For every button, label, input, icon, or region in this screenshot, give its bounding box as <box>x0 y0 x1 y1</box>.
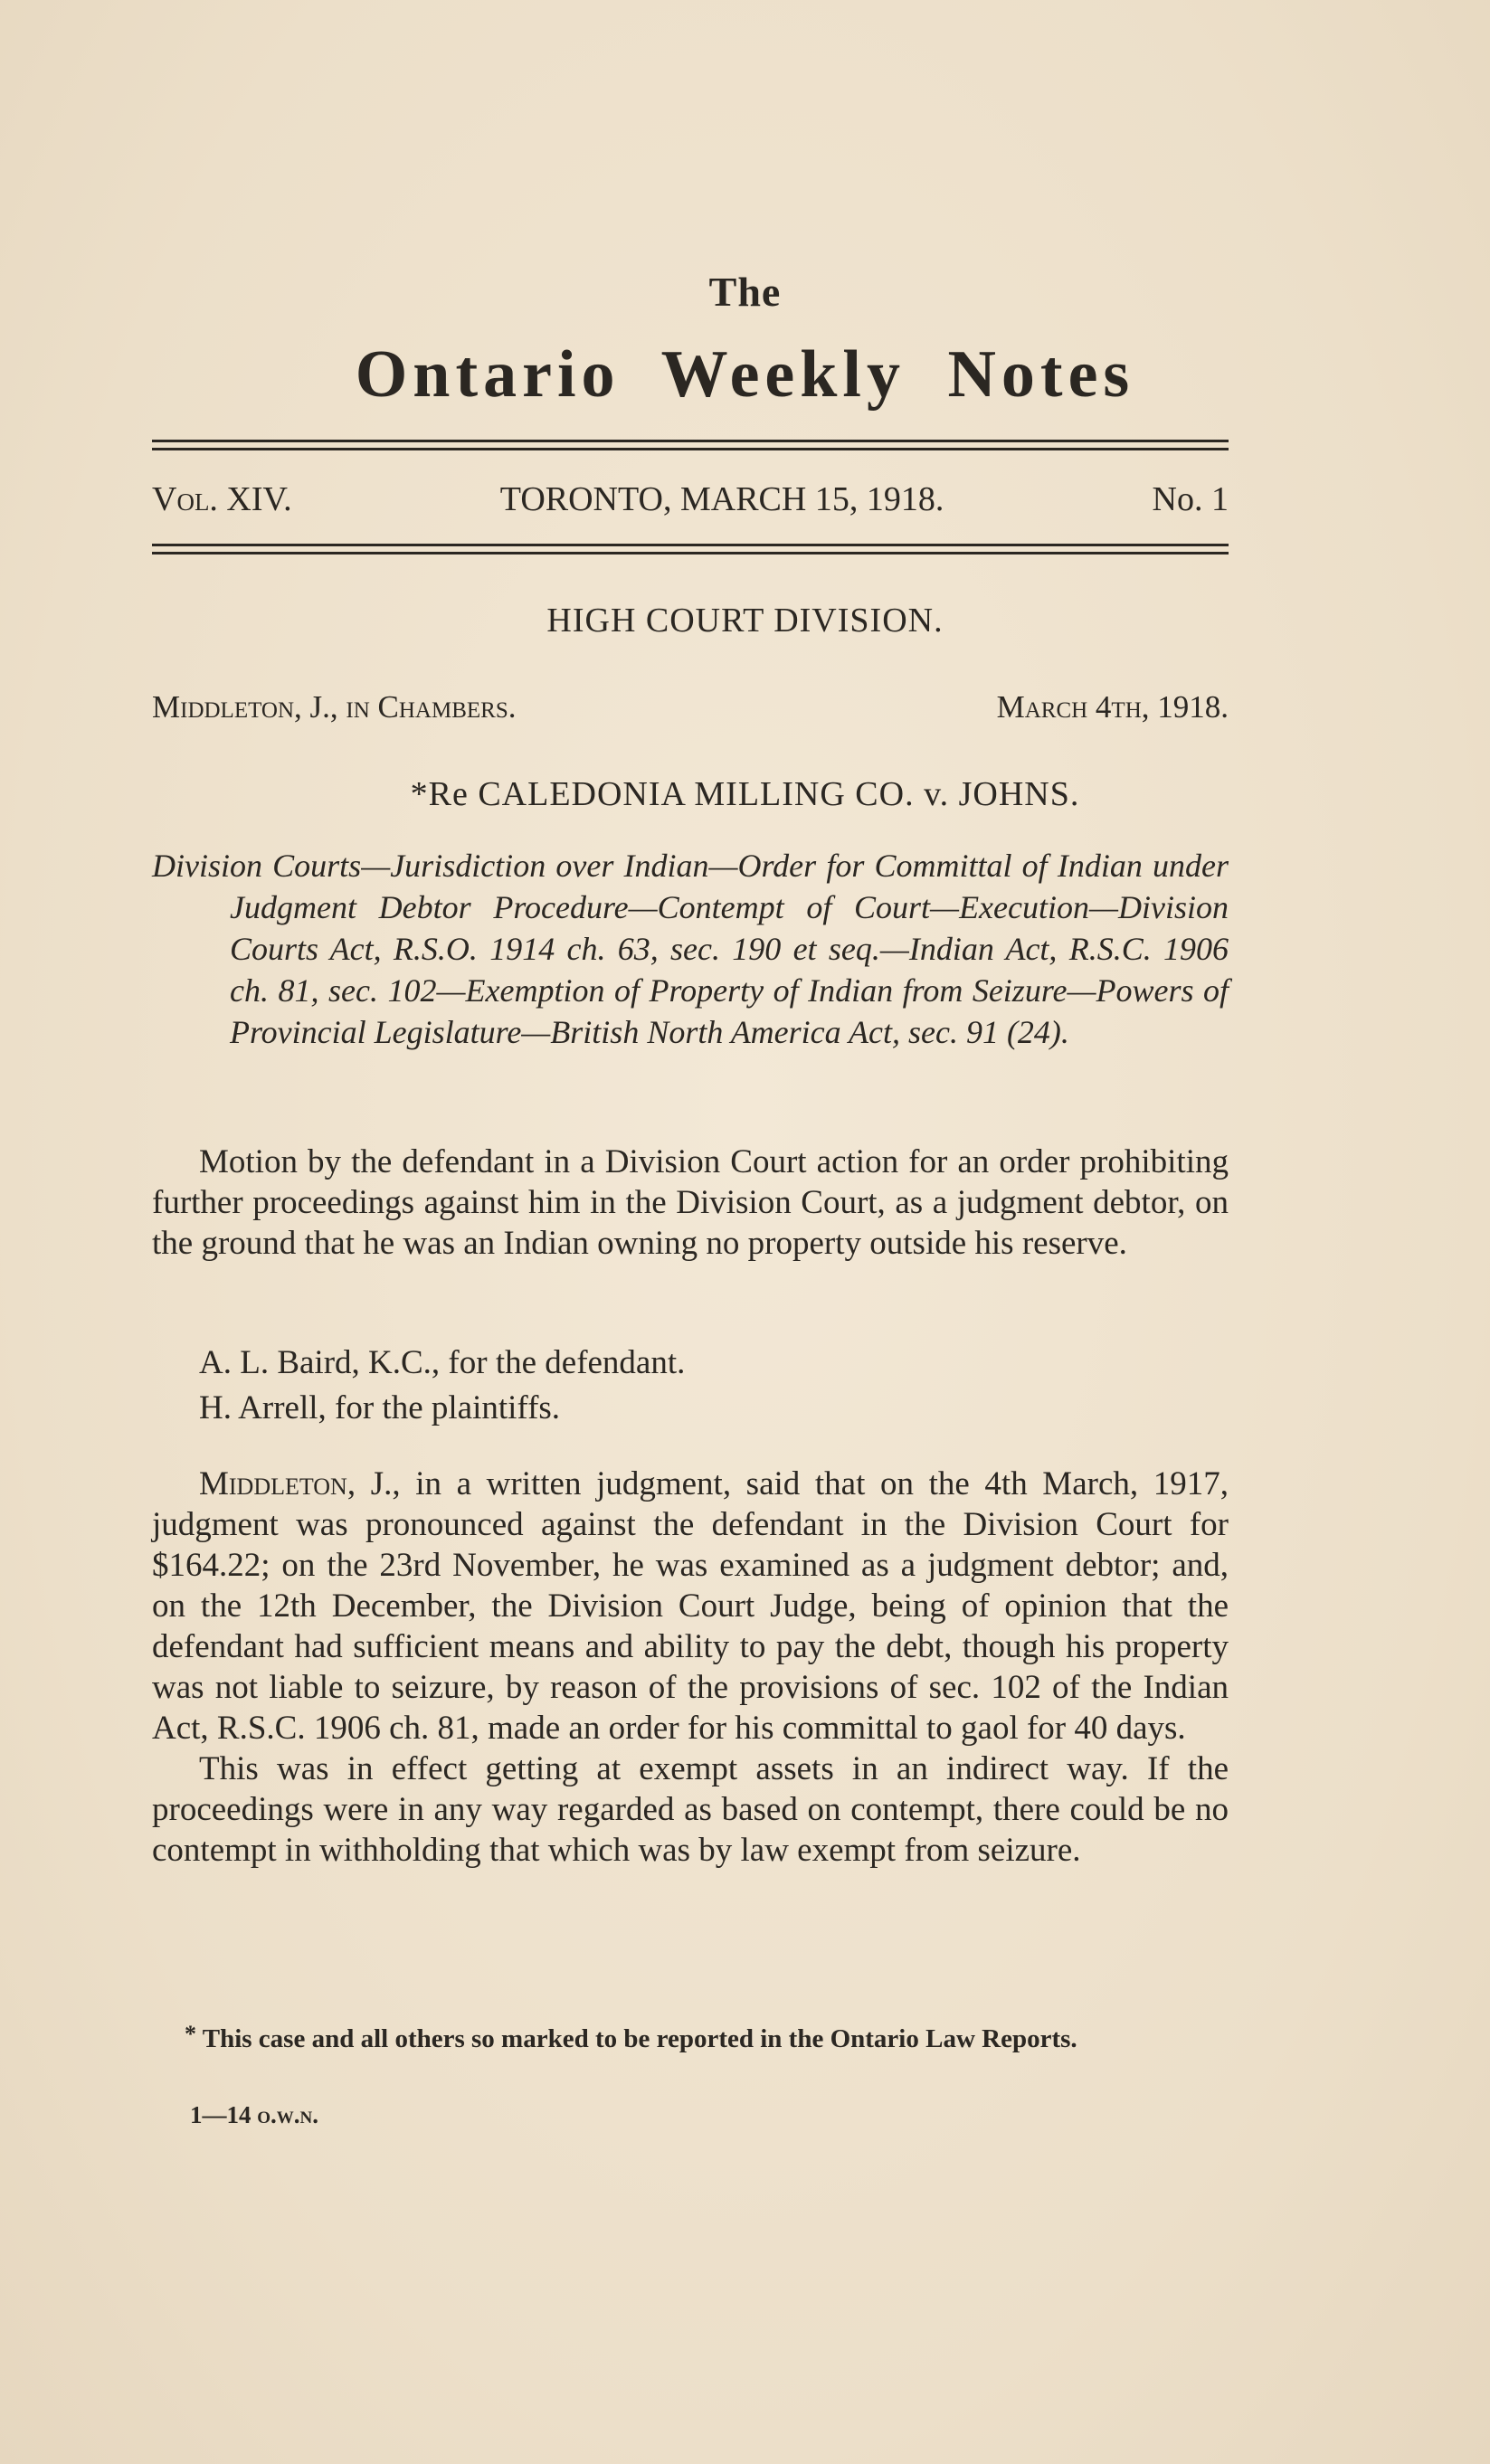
court-division-heading: HIGH COURT DIVISION. <box>546 602 944 640</box>
judgment-paragraph-1 <box>152 1464 1229 1748</box>
footnote-marker: * <box>185 2021 196 2047</box>
judgment-judge-name: Middleton, J. <box>199 1465 393 1502</box>
masthead-rule-top <box>152 440 1229 450</box>
masthead-rule-bottom <box>152 544 1229 554</box>
counsel-defendant: A. L. Baird, K.C., for the defendant. <box>199 1344 686 1381</box>
case-title: *Re CALEDONIA MILLING CO. v. JOHNS. <box>410 775 1080 813</box>
counsel-list <box>199 1341 685 1431</box>
judge-line <box>152 689 1229 725</box>
printer-signature: 1—14 o.w.n. <box>190 2101 318 2128</box>
issue-line <box>152 479 1229 519</box>
footnote-text: This case and all others so marked to be reported in the Ontario Law Reports. <box>202 2024 1077 2053</box>
issue-number: No. 1 <box>1152 480 1229 518</box>
place-date: TORONTO, MARCH 15, 1918. <box>499 480 944 518</box>
judge-chambers: Middleton, J., in Chambers. <box>152 689 517 725</box>
journal-title: Ontario Weekly Notes <box>355 337 1135 412</box>
headnote <box>152 845 1229 1053</box>
counsel-plaintiffs: H. Arrell, for the plaintiffs. <box>199 1389 561 1426</box>
decision-date: March 4th, 1918. <box>996 689 1229 725</box>
judgment-paragraph-1-text: , in a written judgment, said that on the 4th March, 1917, judgment was pronounced against the defendant in the Division Court for $164.22; on the 23rd November, he was examined as a judgment debtor; and, on the 12th December, the Division Court Judge, being of opinion that the defendant had sufficient means and ability to pay the debt, though his property was not liable to seizure, by reason of the provisions of sec. 102 of the Indian Act, R.S.C. 1906 ch. 81, made an order for his committal to gaol for 40 days. <box>152 1465 1229 1747</box>
motion-paragraph <box>152 1142 1229 1264</box>
headnote-text: Division Courts—Jurisdiction over Indian—Order for Committal of Indian under Judgment Debtor Procedure—Contempt of Court—Execution—Division Courts Act, R.S.O. 1914 ch. 63, sec. 190 et seq.—Indian Act, R.S.C. 1906 ch. 81, sec. 102—Exemption of Property of Indian from Seizure—Powers of Provincial Legislature—British North America Act, sec. 91 (24). <box>152 848 1229 1050</box>
volume-number: Vol. XIV. <box>152 480 292 518</box>
footnote <box>152 2019 1229 2054</box>
judgment-text <box>152 1464 1229 1871</box>
motion-text: Motion by the defendant in a Division Court action for an order prohibiting further proceedings against him in the Division Court, as a judgment debtor, on the ground that he was an Indian owning no property outside his reserve. <box>152 1143 1229 1262</box>
judgment-paragraph-2: This was in effect getting at exempt assets in an indirect way. If the proceedings were in any way regarded as based on contempt, there could be no contempt in withholding that which was by law exempt from seizure. <box>152 1750 1229 1869</box>
journal-title-article: The <box>708 269 782 315</box>
